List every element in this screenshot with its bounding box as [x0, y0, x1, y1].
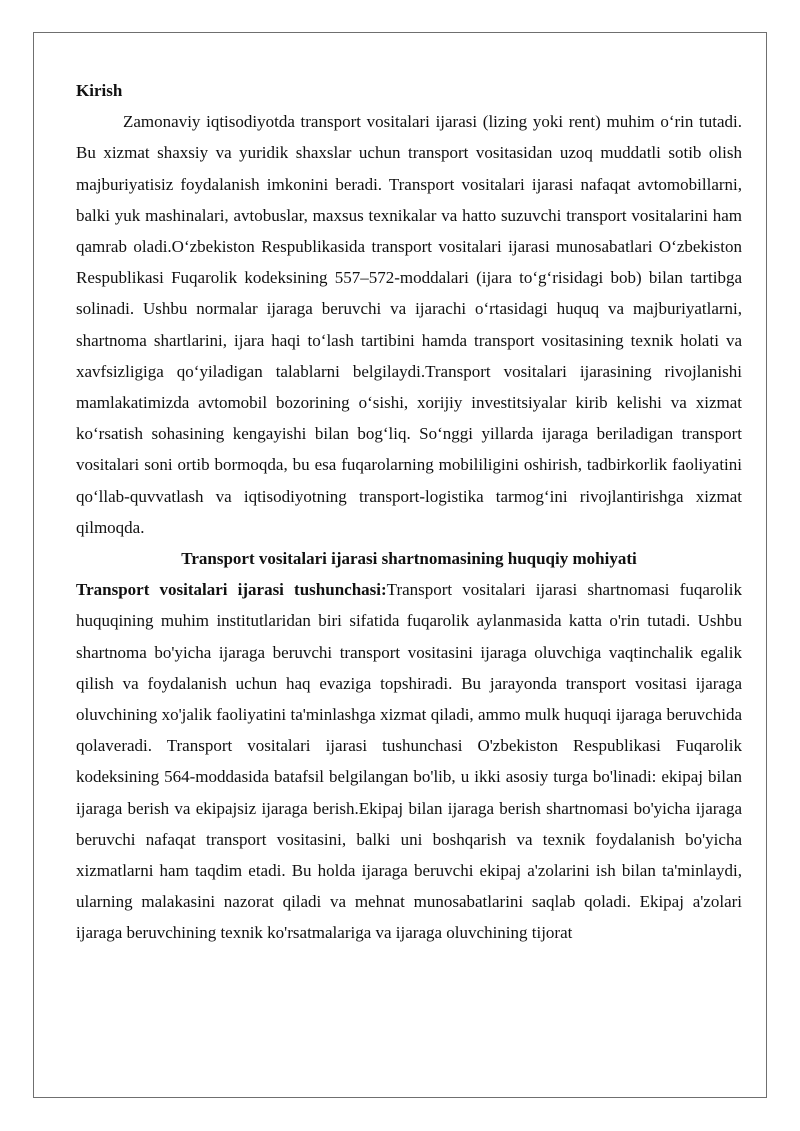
intro-paragraph: Zamonaviy iqtisodiyotda transport vositalari ijarasi (lizing yoki rent) muhim o‘rin tutadi. Bu xizmat shaxsiy va yuridik shaxslar uchun transport vositasidan uzoq muddatli sotib olish majburiyatisiz foydalanish imkonini beradi. Transport vositalari ijarasi nafaqat avtomobillarni, balki yuk mashinalari, avtobuslar, maxsus texnikalar va hatto suzuvchi transport vositalarini ham qamrab oladi.O‘zbekiston Respublikasida transport vositalari ijarasi munosabatlari O‘zbekiston Respublikasi Fuqarolik kodeksining 557–572-moddalari (ijara to‘g‘risidagi bob) bilan tartibga solinadi. Ushbu normalar ijaraga beruvchi va ijarachi o‘rtasidagi huquq va majburiyatlarni, shartnoma shartlarini, ijara haqi to‘lash tartibini hamda transport vositasining texnik holati va xavfsizligiga qo‘yiladigan talablarni belgilaydi.Transport vositalari ijarasining rivojlanishi mamlakatimizda avtomobil bozorining o‘sishi, xorijiy investitsiyalar kirib kelishi va xizmat ko‘rsatish sohasining kengayishi bilan bog‘liq. So‘nggi yillarda ijaraga beriladigan transport vositalari soni ortib bormoqda, bu esa fuqarolarning mobililigini oshirish, tadbirkorlik faoliyatini qo‘llab-quvvatlash va iqtisodiyotning transport-logistika tarmog‘ini rivojlantirishga xizmat qilmoqda. — [76, 112, 742, 537]
section-title: Kirish — [76, 81, 123, 100]
subsection-title: Transport vositalari ijarasi shartnomasining huquqiy mohiyati — [181, 549, 637, 569]
document-body — [76, 75, 742, 949]
concept-term: Transport vositalari ijarasi tushunchasi: — [76, 580, 387, 600]
concept-paragraph — [76, 574, 742, 948]
concept-text: Transport vositalari ijarasi shartnomasi fuqarolik huquqining muhim institutlaridan biri sifatida fuqarolik aylanmasida katta o'rin tutadi. Ushbu shartnoma bo'yicha ijaraga beruvchi transport vositasini ijaraga oluvchiga vaqtinchalik egalik qilish va foydalanish uchun haq evaziga topshiradi. Bu jarayonda transport vositasi ijaraga oluvchining xo'jalik faoliyatini ta'minlashga xizmat qiladi, ammo mulk huquqi ijaraga beruvchida qolaveradi. Transport vositalari ijarasi tushunchasi O'zbekiston Respublikasi Fuqarolik kodeksining 564-moddasida batafsil belgilangan bo'lib, u ikki asosiy turga bo'linadi: ekipaj bilan ijaraga berish va ekipajsiz ijaraga berish.Ekipaj bilan ijaraga berish shartnomasi bo'yicha ijaraga beruvchi nafaqat transport vositasini, balki uni boshqarish va texnik foydalanish bo'yicha xizmatlarni ham taqdim etadi. Bu holda ijaraga beruvchi ekipaj a'zolarini ish bilan ta'minlaydi, ularning malakasini nazorat qiladi va mehnat munosabatlarini saqlab qoladi. Ekipaj a'zolari ijaraga beruvchining texnik ko'rsatmalariga va ijaraga oluvchining tijorat — [76, 580, 742, 943]
